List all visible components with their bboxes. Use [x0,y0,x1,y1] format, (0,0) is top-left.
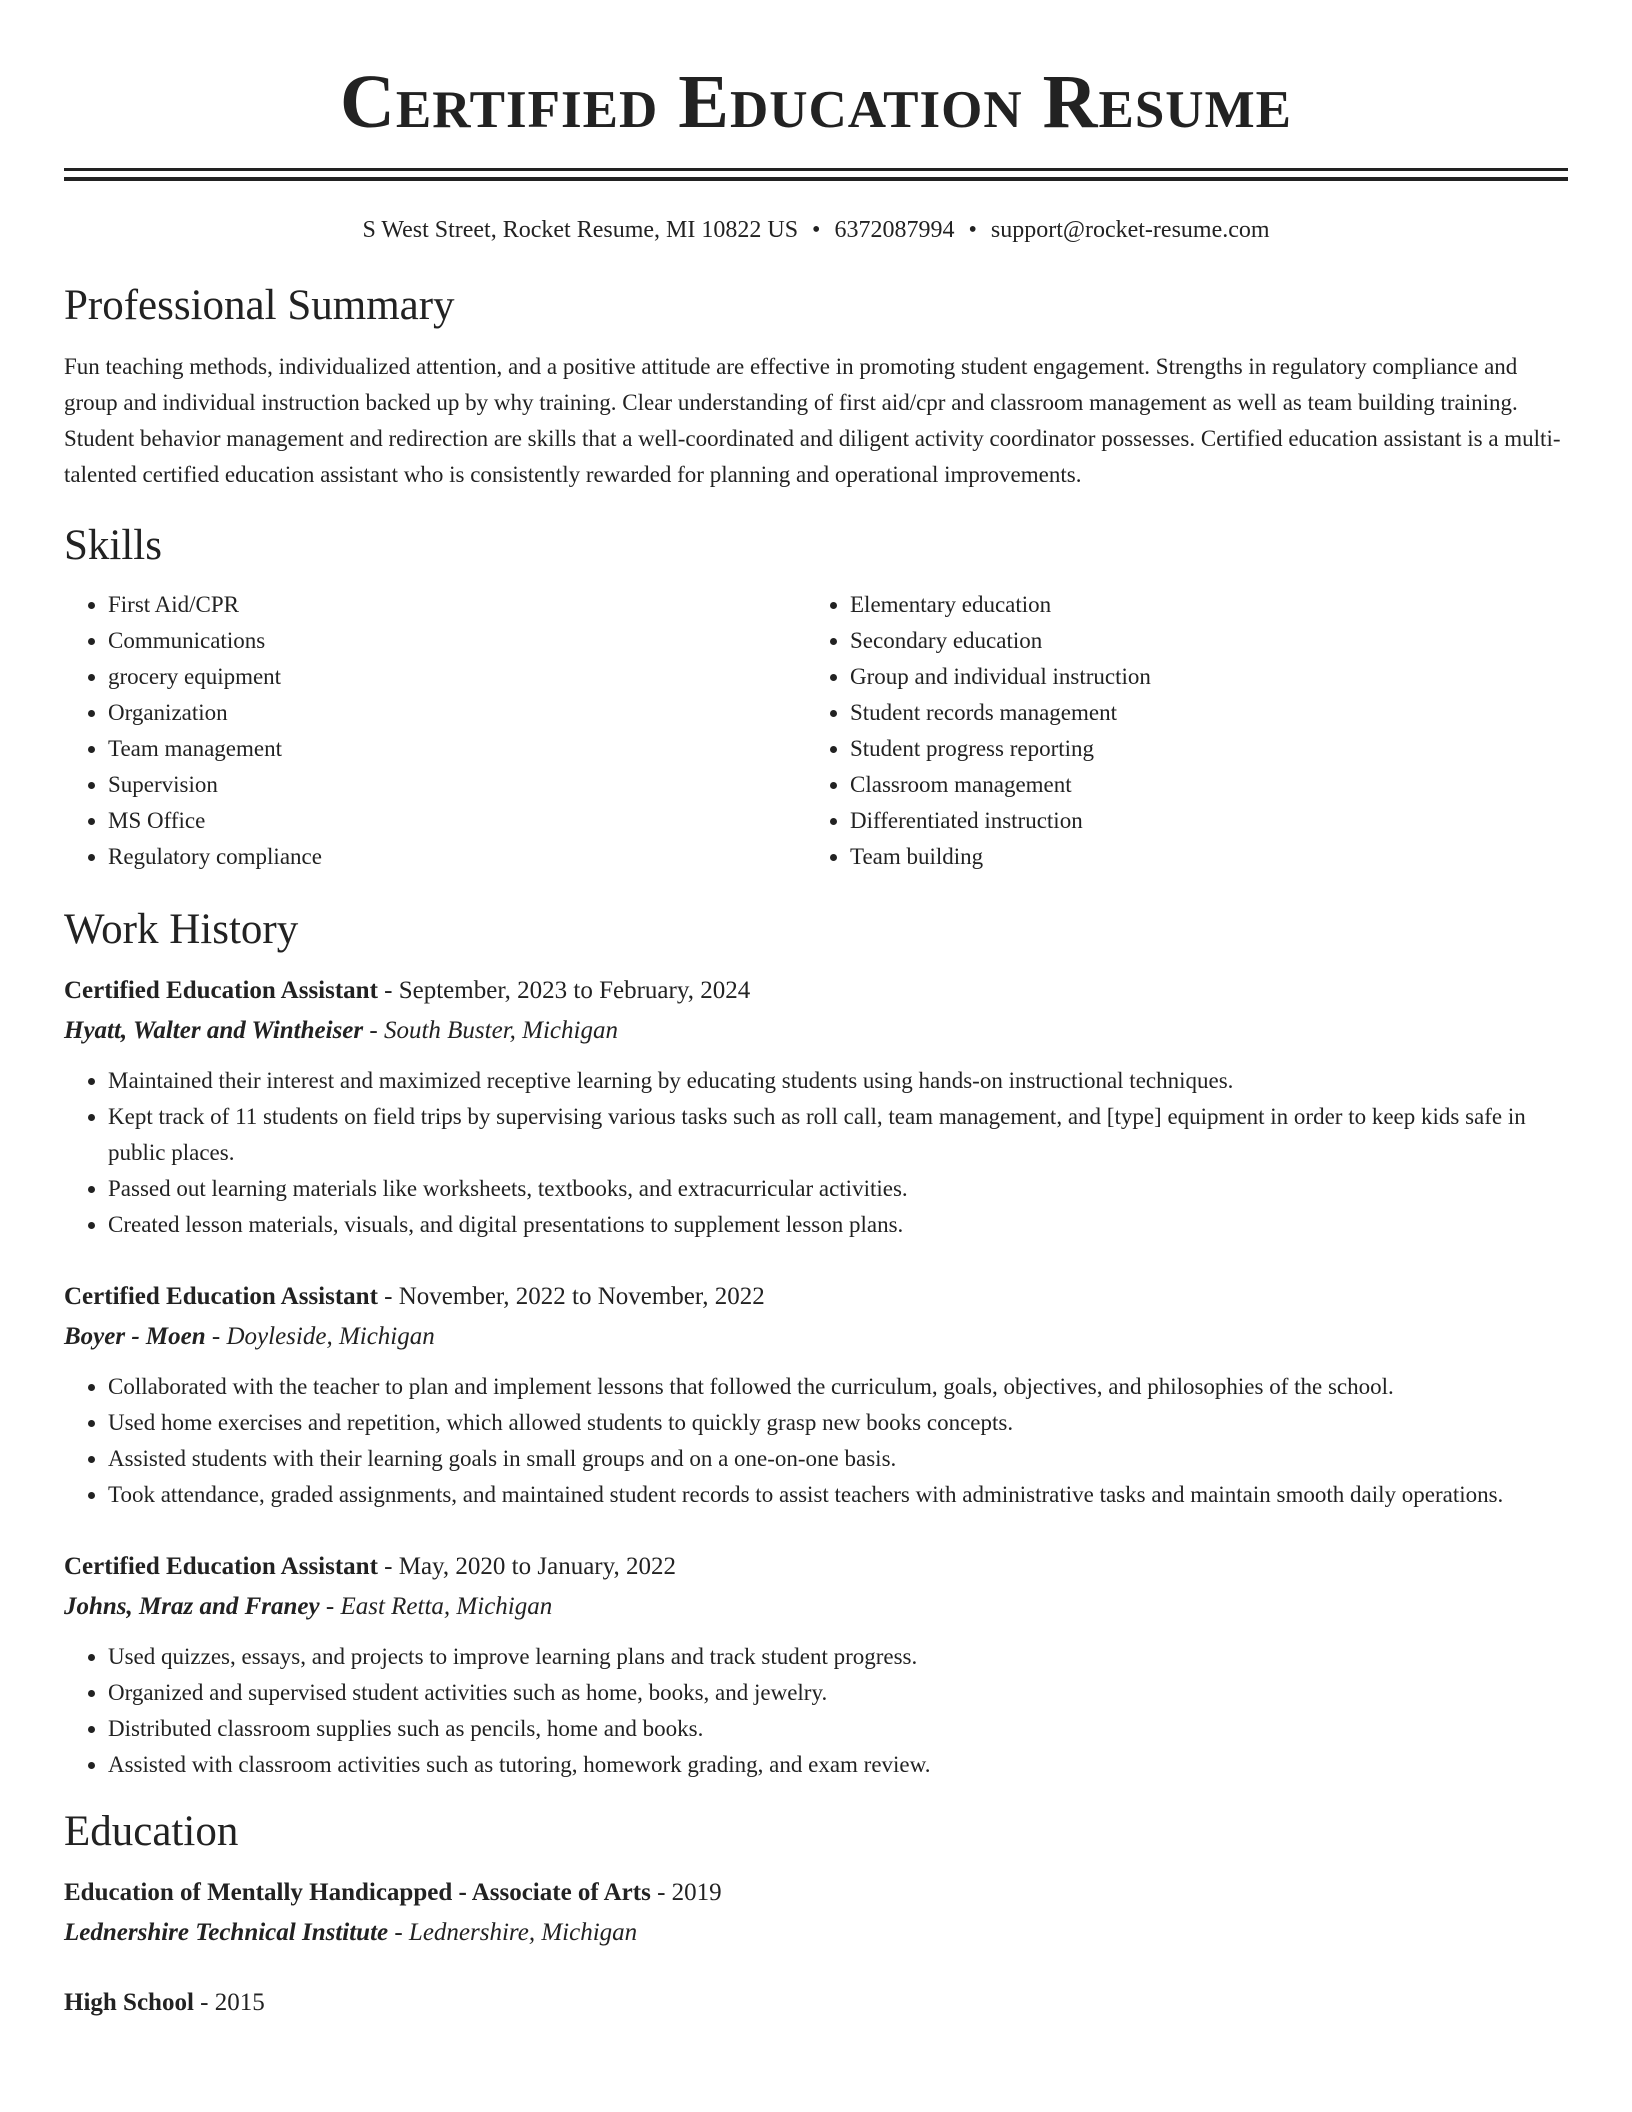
skill-item: • MS Office [108,803,806,839]
skills-left-list [64,587,806,875]
job-bullets [64,1369,1568,1513]
job-bullet: • Maintained their interest and maximized receptive learning by educating students using hands-on instructional techniques. [108,1063,1568,1099]
education-heading: Education [64,1808,239,1855]
skill-item: • Regulatory compliance [108,839,806,875]
skill-item: • Team building [850,839,1548,875]
job-company: Boyer - Moen [64,1323,206,1350]
job-bullet: • Organized and supervised student activities such as home, books, and jewelry. [108,1675,1568,1711]
skill-item: • Communications [108,623,806,659]
job-entry [64,971,1568,1243]
job-header [64,1547,1568,1587]
skill-item: • Team management [108,731,806,767]
job-bullet: • Assisted students with their learning goals in small groups and on a one-on-one basis. [108,1441,1568,1477]
job-bullet: • Created lesson materials, visuals, and digital presentations to supplement lesson plans. [108,1207,1568,1243]
job-entry [64,1277,1568,1513]
job-bullet: • Used quizzes, essays, and projects to improve learning plans and track student progress. [108,1639,1568,1675]
job-bullet: • Used home exercises and repetition, which allowed students to quickly grasp new books concepts. [108,1405,1568,1441]
skill-item: • Organization [108,695,806,731]
education-header [64,1873,1568,1913]
title-divider-top [64,168,1568,171]
education-entry [64,1983,1568,2023]
skill-item: • First Aid/CPR [108,587,806,623]
skill-item: • grocery equipment [108,659,806,695]
contact-phone: 6372087994 [834,217,955,243]
job-employer [64,1011,1568,1051]
title-divider-bottom [64,177,1568,181]
contact-separator: • [812,217,821,243]
education-year: - 2019 [650,1879,722,1906]
job-dates: - November, 2022 to November, 2022 [377,1283,765,1310]
job-company: Johns, Mraz and Franey [64,1593,320,1620]
education-location: - Lednershire, Michigan [388,1919,638,1946]
skills-heading: Skills [64,522,162,569]
education-school: Lednershire Technical Institute [64,1919,389,1946]
job-employer [64,1317,1568,1357]
job-company: Hyatt, Walter and Wintheiser [64,1017,364,1044]
skill-item: • Secondary education [850,623,1548,659]
job-dates: - September, 2023 to February, 2024 [377,977,751,1004]
job-bullet: • Kept track of 11 students on field trips by supervising various tasks such as roll call, team management, and [type] equipment in order to keep kids safe in public places. [108,1099,1568,1171]
contact-address: S West Street, Rocket Resume, MI 10822 US [362,217,799,243]
skill-item: • Supervision [108,767,806,803]
work-history-heading: Work History [64,906,299,953]
job-bullet: • Took attendance, graded assignments, and maintained student records to assist teachers with administrative tasks and maintain smooth daily operations. [108,1477,1568,1513]
job-bullet: • Distributed classroom supplies such as pencils, home and books. [108,1711,1568,1747]
job-location: - East Retta, Michigan [319,1593,553,1620]
job-title: Certified Education Assistant [64,1553,378,1580]
contact-email: support@rocket-resume.com [990,217,1270,243]
job-entry [64,1547,1568,1783]
skills-column-left [64,587,806,875]
job-bullet: • Passed out learning materials like worksheets, textbooks, and extracurricular activities. [108,1171,1568,1207]
job-dates: - May, 2020 to January, 2022 [377,1553,677,1580]
job-location: - Doyleside, Michigan [205,1323,435,1350]
job-location: - South Buster, Michigan [363,1017,618,1044]
education-year: - 2015 [193,1989,265,2016]
skill-item: • Student records management [850,695,1548,731]
skill-item: • Elementary education [850,587,1548,623]
resume-content [64,0,1568,2023]
job-bullets [64,1639,1568,1783]
contact-separator: • [968,217,977,243]
education-header [64,1983,1568,2023]
skills-list [64,587,1568,875]
job-title: Certified Education Assistant [64,1283,378,1310]
skill-item: • Differentiated instruction [850,803,1548,839]
education-entry [64,1873,1568,1953]
skill-item: • Classroom management [850,767,1548,803]
skill-item: • Student progress reporting [850,731,1548,767]
education-degree: High School [64,1989,194,2016]
job-bullet: • Assisted with classroom activities such as tutoring, homework grading, and exam review. [108,1747,1568,1783]
job-employer [64,1587,1568,1627]
job-bullet: • Collaborated with the teacher to plan and implement lessons that followed the curriculum, goals, objectives, and philosophies of the school. [108,1369,1568,1405]
skills-right-list [806,587,1548,875]
job-header [64,971,1568,1011]
resume-title: Certified Education Resume [340,60,1292,144]
job-header [64,1277,1568,1317]
summary-heading: Professional Summary [64,282,455,329]
skills-column-right [806,587,1548,875]
job-title: Certified Education Assistant [64,977,378,1004]
contact-line [64,215,1568,245]
education-degree: Education of Mentally Handicapped - Associate of Arts [64,1879,651,1906]
summary-text: Fun teaching methods, individualized attention, and a positive attitude are effective in promoting student engagement. Strengths in regulatory compliance and group and individual instruction backed up by why training. Clear understanding of first aid/cpr and classroom management as well as team building training. Student behavior management and redirection are skills that a well-coordinated and diligent activity coordinator possesses. Certified education assistant is a multi-talented certified education assistant who is consistently rewarded for planning and operational improvements. [64,354,1561,487]
job-bullets [64,1063,1568,1243]
skill-item: • Group and individual instruction [850,659,1548,695]
education-institution [64,1913,1568,1953]
